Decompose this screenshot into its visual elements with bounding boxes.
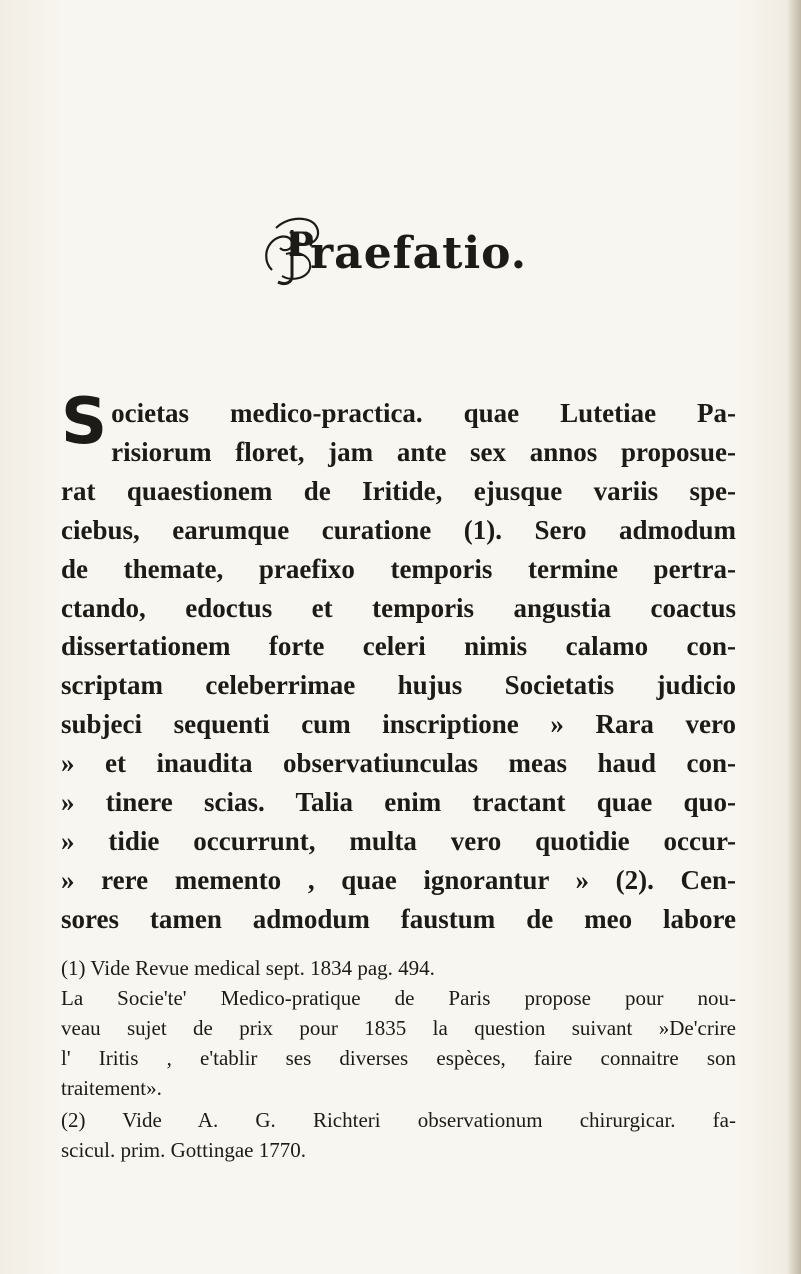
drop-cap: S	[61, 385, 108, 459]
footnote-line: scicul. prim. Gottingae 1770.	[61, 1137, 306, 1162]
text-line: risiorum floret, jam ante sex annos proposue-	[111, 436, 736, 467]
footnote-line: traitement».	[61, 1075, 162, 1100]
page-edge	[787, 0, 801, 1274]
main-paragraph	[61, 385, 736, 939]
footnote	[61, 953, 736, 1103]
footnote-line: (1) Vide Revue medical sept. 1834 pag. 494.	[61, 955, 435, 980]
heading-initial: P	[288, 225, 314, 265]
text-line: de themate, praefixo temporis termine pertra-	[61, 553, 736, 584]
text-line: subjeci sequenti cum inscriptione » Rara vero	[61, 709, 736, 740]
footnote	[61, 1105, 736, 1165]
text-line: rat quaestionem de Iritide, ejusque variis spe-	[61, 475, 736, 506]
text-line: ocietas medico-practica. quae Lutetiae Pa-	[111, 398, 736, 428]
footnote-line: La Socie'te' Medico-pratique de Paris propose pour nou-	[61, 985, 736, 1010]
footnote-line: veau sujet de prix pour 1835 la question suivant »De'crire	[61, 1015, 736, 1040]
text-line: sores tamen admodum faustum de meo labore	[61, 903, 736, 934]
text-line: ciebus, earumque curatione (1). Sero admodum	[61, 514, 736, 545]
text-line: ctando, edoctus et temporis angustia coactus	[61, 592, 736, 623]
text-line: » tinere scias. Talia enim tractant quae quo-	[61, 787, 736, 818]
footnotes	[61, 953, 736, 1165]
text-line: » rere memento , quae ignorantur » (2). Cen-	[61, 864, 736, 895]
footnote-line: (2) Vide A. G. Richteri observationum chirurgicar. fa-	[61, 1107, 736, 1132]
text-line: dissertationem forte celeri nimis calamo con-	[61, 631, 736, 662]
footnote-line: l' Iritis , e'tablir ses diverses espèces, faire connaitre son	[61, 1045, 736, 1070]
heading-text: raefatio.	[310, 228, 528, 279]
text-line: » tidie occurrunt, multa vero quotidie occur-	[61, 825, 736, 856]
text-body	[61, 385, 736, 1167]
text-line: scriptam celeberrimae hujus Societatis judicio	[61, 670, 736, 701]
text-line: » et inaudita observatiunculas meas haud con-	[61, 748, 736, 779]
section-heading	[262, 210, 528, 300]
